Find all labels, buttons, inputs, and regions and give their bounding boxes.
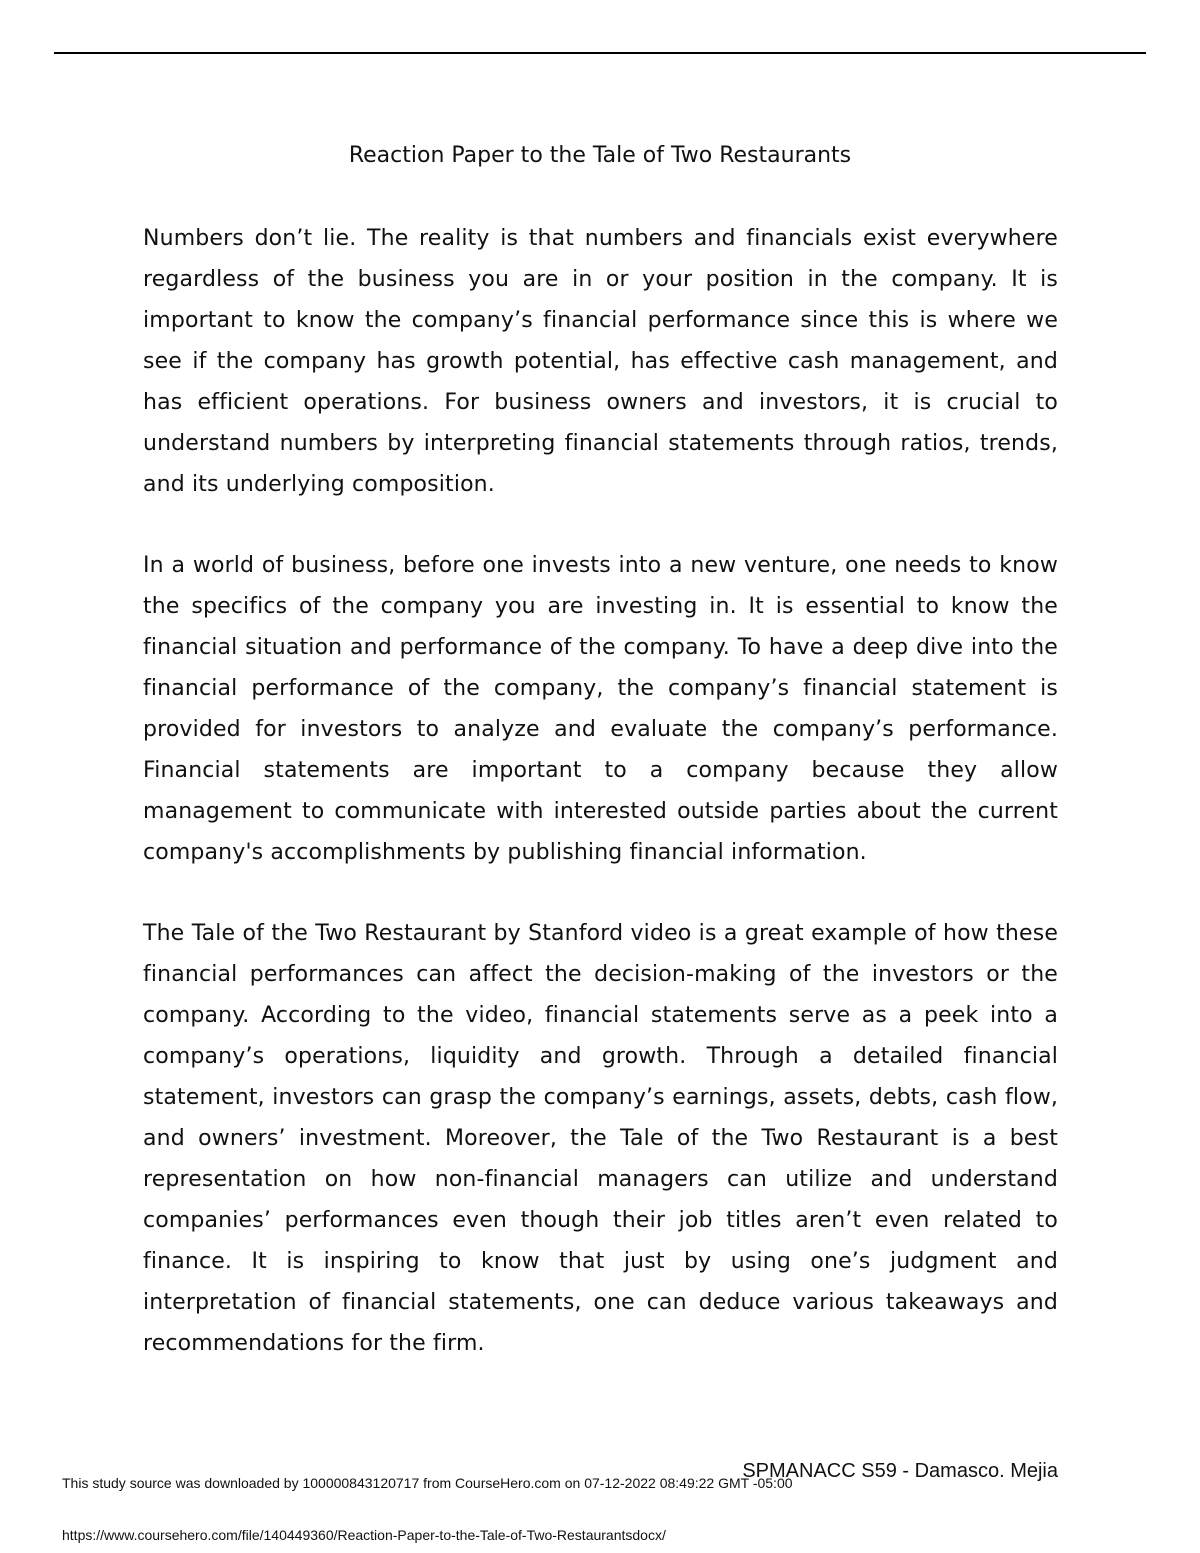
paragraph-2: In a world of business, before one invests into a new venture, one needs to know the specifics of the company you are investing in. It is essential to know the financial situation and performance of the company. To have a deep dive into the financial performance of the company, the company’s financial statement is provided for investors to analyze and evaluate the company’s performance. Financial statements are important to a company because they allow management to communicate with interested outside parties about the current company's accomplishments by publishing financial information. <box>143 553 1058 865</box>
paragraph-1: Numbers don’t lie. The reality is that numbers and financials exist everywhere regardless of the business you are in or your position in the company. It is important to know the company’s financial performance since this is where we see if the company has growth potential, has effective cash management, and has efficient operations. For business owners and investors, it is crucial to understand numbers by interpreting financial statements through ratios, trends, and its underlying composition. <box>143 226 1058 497</box>
paragraph-3: The Tale of the Two Restaurant by Stanford video is a great example of how these financial performances can affect the decision-making of the investors or the company. According to the video, financial statements serve as a peek into a company’s operations, liquidity and growth. Through a detailed financial statement, investors can grasp the company’s earnings, assets, debts, cash flow, and owners’ investment. Moreover, the Tale of the Two Restaurant is a best representation on how non-financial managers can utilize and understand companies’ performances even though their job titles aren’t even related to finance. It is inspiring to know that just by using one’s judgment and interpretation of financial statements, one can deduce various takeaways and recommendations for the firm. <box>143 921 1058 1356</box>
source-url[interactable]: https://www.coursehero.com/file/140449360/Reaction-Paper-to-the-Tale-of-Two-Restaurantsdocx/ <box>62 1527 666 1543</box>
document-title: Reaction Paper to the Tale of Two Restaurants <box>348 143 852 168</box>
top-rule <box>54 52 1146 54</box>
download-notice: This study source was downloaded by 100000843120717 from CourseHero.com on 07-12-2022 08:49:22 GMT -05:00 <box>62 1475 793 1491</box>
author-line: SPMANACC S59 - Damasco. Mejia <box>742 1460 1058 1482</box>
